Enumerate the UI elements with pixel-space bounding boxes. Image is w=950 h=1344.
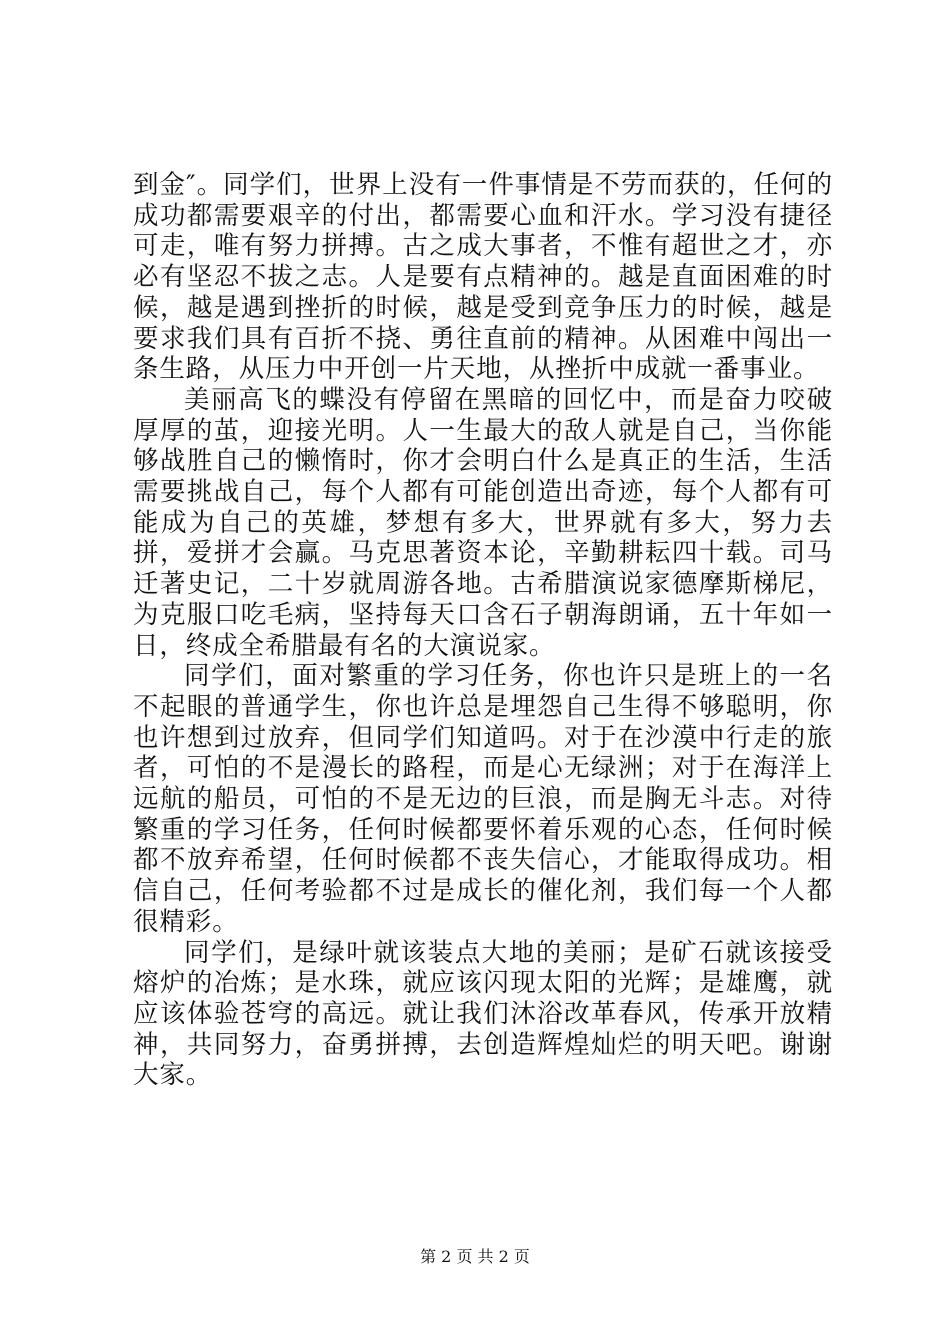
paragraph-2: 美丽高飞的蝶没有停留在黑暗的回忆中，而是奋力咬破厚厚的茧，迎接光明。人一生最大的敌人就是自己，当你能够战胜自己的懒惰时，你才会明白什么是真正的生活，生活需要挑战自己，每个人都有可能创造出奇迹，每个人都有可能成为自己的英雄，梦想有多大，世界就有多大，努力去拼，爱拼才会赢。马克思著资本论，辛勤耕耘四十载。司马迁著史记，二十岁就周游各地。古希腊演说家德摩斯梯尼，为克服口吃毛病，坚持每天口含石子朝海朗诵，五十年如一日，终成全希腊最有名的大演说家。 (133, 384, 833, 661)
paragraph-3: 同学们，面对繁重的学习任务，你也许只是班上的一名不起眼的普通学生，你也许总是埋怨自己生得不够聪明，你也许想到过放弃，但同学们知道吗。对于在沙漠中行走的旅者，可怕的不是漫长的路程，而是心无绿洲；对于在海洋上远航的船员，可怕的不是无边的巨浪，而是胸无斗志。对待繁重的学习任务，任何时候都要怀着乐观的心态，任何时候都不放弃希望，任何时候都不丧失信心，才能取得成功。相信自己，任何考验都不过是成长的催化剂，我们每一个人都很精彩。 (133, 661, 833, 937)
page-footer: 第 2 页 共 2 页 (420, 1247, 530, 1266)
document-body (133, 170, 833, 1091)
paragraph-4: 同学们，是绿叶就该装点大地的美丽；是矿石就该接受熔炉的冶炼；是水珠，就应该闪现太阳的光辉；是雄鹰，就应该体验苍穹的高远。就让我们沐浴改革春风，传承开放精神，共同努力，奋勇拼搏，去创造辉煌灿烂的明天吧。谢谢大家。 (133, 937, 833, 1091)
paragraph-1: 到金″。同学们，世界上没有一件事情是不劳而获的，任何的成功都需要艰辛的付出，都需要心血和汗水。学习没有捷径可走，唯有努力拼搏。古之成大事者，不惟有超世之才，亦必有坚忍不拔之志。人是要有点精神的。越是直面困难的时候，越是遇到挫折的时候，越是受到竞争压力的时候，越是要求我们具有百折不挠、勇往直前的精神。从困难中闯出一条生路，从压力中开创一片天地，从挫折中成就一番事业。 (133, 170, 833, 385)
